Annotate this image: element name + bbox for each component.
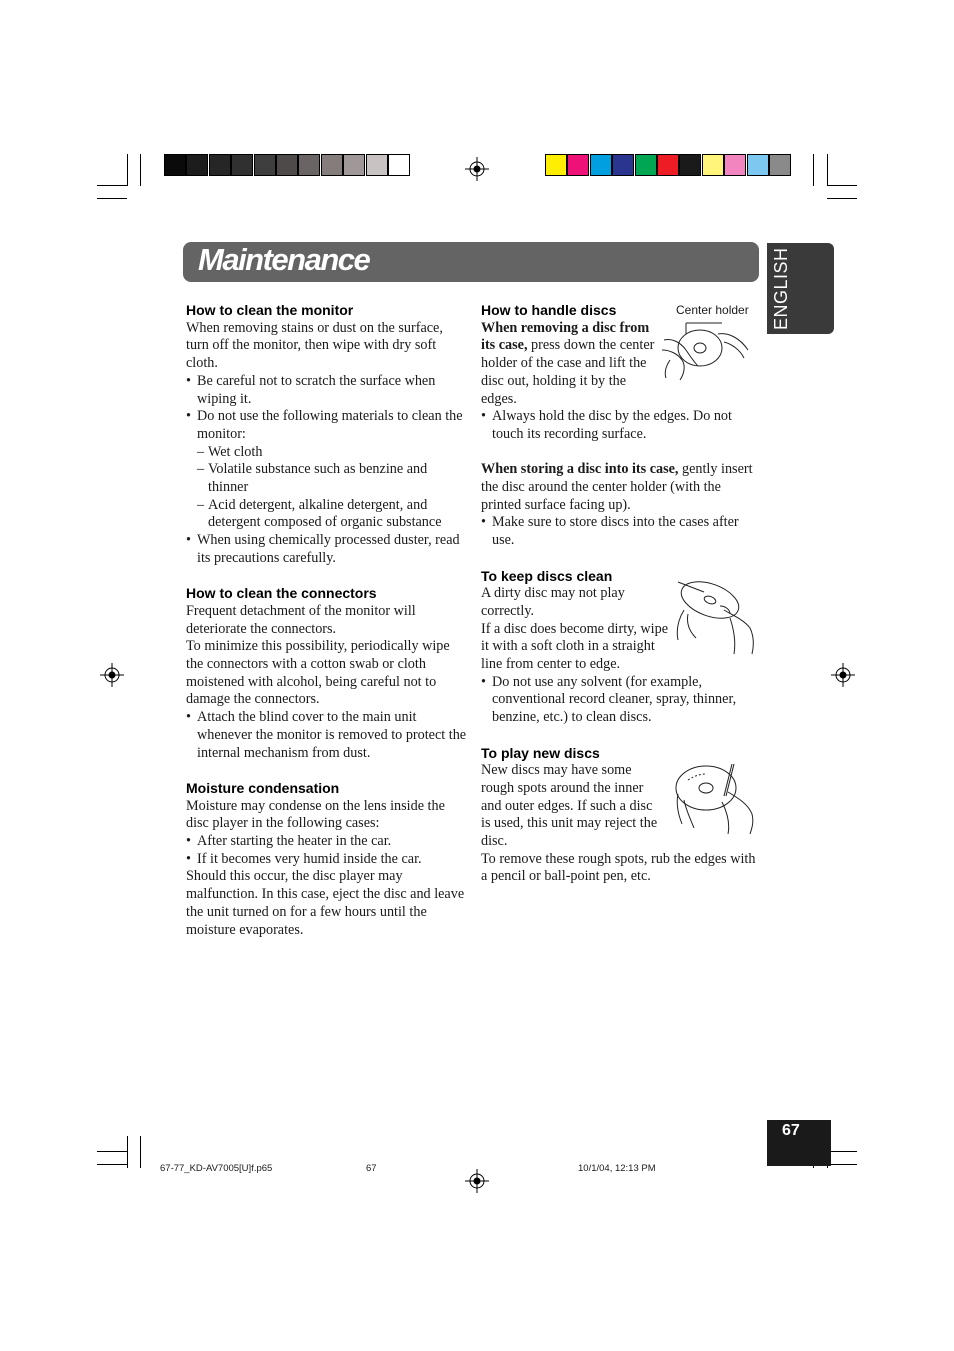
footer-timestamp: 10/1/04, 12:13 PM bbox=[578, 1163, 656, 1174]
color-swatch bbox=[702, 154, 724, 176]
footer-file-page: 67 bbox=[366, 1163, 377, 1174]
color-swatch bbox=[321, 154, 343, 176]
paragraph: A dirty disc may not play correctly. bbox=[481, 585, 625, 619]
color-swatch bbox=[254, 154, 276, 176]
color-swatch bbox=[545, 154, 567, 176]
bold-lead: When storing a disc into its case, bbox=[481, 461, 679, 478]
disc-case-illustration bbox=[656, 320, 752, 382]
section-heading-handle-discs: How to handle discs bbox=[481, 302, 617, 318]
bullet-list bbox=[186, 709, 468, 762]
color-swatch bbox=[612, 154, 634, 176]
color-swatch bbox=[209, 154, 231, 176]
paragraph: To minimize this possibility, periodically wipe the connectors with a cotton swab or cloth moistened with alcohol, being careful not to damage the connectors. bbox=[186, 638, 450, 708]
list-item: • Always hold the disc by the edges. Do not touch its recording surface. bbox=[481, 408, 761, 443]
color-swatch bbox=[635, 154, 657, 176]
pencil-disc-illustration bbox=[672, 758, 758, 834]
color-swatch bbox=[769, 154, 791, 176]
paragraph-text: press down the center holder of the case and lift the disc out, holding it by the edges. bbox=[481, 337, 655, 407]
list-item-text: Do not use the following materials to clean the monitor: bbox=[197, 408, 463, 442]
color-swatch bbox=[747, 154, 769, 176]
section-heading-new-discs: To play new discs bbox=[481, 744, 600, 761]
paragraph: Should this occur, the disc player may malfunction. In this case, eject the disc and leave the unit turned on for a few hours until the moisture evaporates. bbox=[186, 868, 465, 938]
footer-filename: 67-77_KD-AV7005[U]f.p65 bbox=[160, 1163, 273, 1174]
language-tab-label: ENGLISH bbox=[771, 247, 791, 330]
color-swatch bbox=[164, 154, 186, 176]
dash-list bbox=[186, 444, 468, 533]
color-swatch bbox=[679, 154, 701, 176]
list-item: – Volatile substance such as benzine and thinner bbox=[186, 461, 468, 496]
section-heading-monitor: How to clean the monitor bbox=[186, 302, 354, 318]
bullet-list bbox=[481, 674, 761, 727]
color-swatch bbox=[343, 154, 365, 176]
page-number: 67 bbox=[782, 1122, 800, 1139]
page-title: Maintenance bbox=[198, 242, 370, 277]
color-swatch bbox=[276, 154, 298, 176]
registration-target-icon bbox=[100, 663, 124, 687]
section-heading-connectors: How to clean the connectors bbox=[186, 585, 377, 602]
list-item: • Do not use any solvent (for example, conventional record cleaner, spray, thinner, benzine, etc.) to clean discs. bbox=[481, 674, 761, 727]
bullet-list bbox=[481, 408, 761, 443]
paragraph-text: gently insert the disc around the center holder (with the printed surface facing up). bbox=[481, 461, 753, 513]
paragraph: To remove these rough spots, rub the edges with a pencil or ball-point pen, etc. bbox=[481, 850, 756, 885]
center-holder-caption: Center holder bbox=[676, 303, 749, 317]
bold-lead: When removing a disc from its case, bbox=[481, 319, 650, 354]
list-item: • If it becomes very humid inside the car. bbox=[186, 851, 468, 869]
paragraph: New discs may have some rough spots around the inner and outer edges. If such a disc is used, this unit may reject the disc. bbox=[481, 762, 658, 850]
color-swatch bbox=[231, 154, 253, 176]
list-item: • Attach the blind cover to the main unit whenever the monitor is removed to protect the internal mechanism from dust. bbox=[186, 709, 468, 762]
paragraph: If a disc does become dirty, wipe it with a soft cloth in a straight line from center to edge. bbox=[481, 620, 668, 673]
registration-target-icon bbox=[465, 1169, 489, 1193]
color-swatch bbox=[366, 154, 388, 176]
color-swatch bbox=[590, 154, 612, 176]
list-item: – Wet cloth bbox=[186, 444, 468, 462]
registration-target-icon bbox=[831, 663, 855, 687]
list-item: • After starting the heater in the car. bbox=[186, 833, 468, 851]
section-heading-keep-clean: To keep discs clean bbox=[481, 567, 613, 584]
bullet-list bbox=[186, 532, 468, 567]
bullet-list bbox=[186, 833, 468, 868]
paragraph: When removing stains or dust on the surface, turn off the monitor, then wipe with dry soft cloth. bbox=[186, 319, 443, 372]
paragraph bbox=[481, 461, 761, 514]
list-item: • Make sure to store discs into the cases after use. bbox=[481, 514, 761, 549]
list-item bbox=[186, 408, 468, 443]
paragraph: Frequent detachment of the monitor will deteriorate the connectors. bbox=[186, 602, 416, 637]
bullet-list bbox=[186, 373, 468, 444]
list-item: • When using chemically processed duster, read its precautions carefully. bbox=[186, 532, 468, 567]
color-swatch bbox=[298, 154, 320, 176]
wipe-disc-illustration bbox=[674, 580, 758, 656]
paragraph: Moisture may condense on the lens inside the disc player in the following cases: bbox=[186, 797, 445, 832]
list-item: – Acid detergent, alkaline detergent, and detergent composed of organic substance bbox=[186, 497, 468, 532]
color-swatch bbox=[724, 154, 746, 176]
registration-target-icon bbox=[465, 157, 489, 181]
color-swatch bbox=[186, 154, 208, 176]
list-item: • Be careful not to scratch the surface when wiping it. bbox=[186, 373, 468, 408]
color-swatch bbox=[388, 154, 410, 176]
left-column bbox=[186, 302, 468, 939]
bullet-list bbox=[481, 514, 761, 549]
color-swatch bbox=[567, 154, 589, 176]
color-swatch bbox=[657, 154, 679, 176]
section-heading-moisture: Moisture condensation bbox=[186, 779, 340, 796]
